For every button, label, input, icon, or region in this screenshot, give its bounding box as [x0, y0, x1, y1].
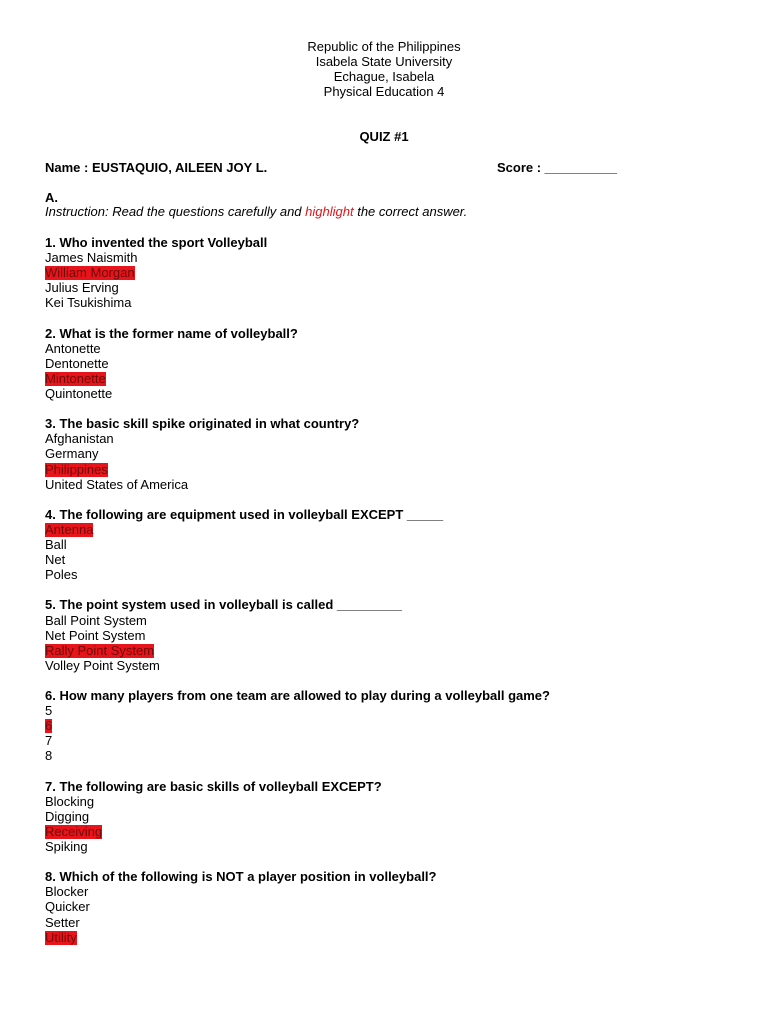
- answer-option: [45, 295, 725, 310]
- answer-option-label: Antonette: [45, 340, 101, 356]
- answer-option-label: United States of America: [45, 476, 189, 492]
- instruction-post: the correct answer.: [353, 204, 468, 219]
- answer-option-label: Receiving: [45, 823, 103, 839]
- answer-option-label: Quintonette: [45, 386, 113, 402]
- answer-option: [45, 839, 725, 854]
- instruction-pre: Instruction: Read the questions carefully and: [45, 204, 306, 219]
- question-text: 6. How many players from one team are allowed to play during a volleyball game?: [45, 687, 550, 703]
- answer-option-label: Net: [45, 552, 66, 568]
- header-country: Republic of the Philippines: [307, 39, 461, 54]
- question-text: 3. The basic skill spike originated in what country?: [45, 416, 360, 432]
- answer-option-label: Volley Point System: [45, 657, 160, 673]
- answer-option: [45, 703, 725, 718]
- answer-option-label: 6: [45, 718, 53, 734]
- answer-option-label: William Morgan: [45, 265, 135, 281]
- highlighted-answer: [45, 522, 725, 537]
- answer-option: [45, 446, 725, 461]
- answer-option-label: Spiking: [45, 839, 88, 855]
- header-course: Physical Education 4: [323, 84, 445, 99]
- answer-option-label: Philippines: [45, 461, 108, 477]
- answer-option-label: Poles: [45, 567, 78, 583]
- answer-option-label: Dentonette: [45, 355, 109, 371]
- answer-option-label: Net Point System: [45, 627, 146, 643]
- answer-option: [45, 250, 725, 265]
- answer-option-label: Setter: [45, 914, 80, 930]
- answer-option-label: 8: [45, 748, 53, 764]
- answer-option: [45, 733, 725, 748]
- highlighted-answer: [45, 371, 725, 386]
- answer-option: [45, 567, 725, 582]
- answer-option: [45, 628, 725, 643]
- question-block: [45, 507, 725, 598]
- answer-option: [45, 386, 725, 401]
- instruction-text: [45, 204, 467, 220]
- header-university: Isabela State University: [315, 54, 453, 69]
- answer-option: [45, 794, 725, 809]
- answer-option: [45, 341, 725, 356]
- answer-option: [45, 915, 725, 930]
- question-block: [45, 597, 725, 688]
- quiz-title: QUIZ #1: [359, 129, 409, 144]
- highlighted-answer: [45, 643, 725, 658]
- answer-option-label: Ball: [45, 537, 67, 553]
- section-letter: A.: [45, 190, 58, 205]
- question-block: [45, 326, 725, 417]
- answer-option-label: James Naismith: [45, 250, 138, 266]
- answer-option-label: 7: [45, 733, 53, 749]
- highlighted-answer: [45, 718, 725, 733]
- answer-option-label: Utility: [45, 929, 77, 945]
- answer-option-label: Ball Point System: [45, 612, 147, 628]
- question-block: [45, 235, 725, 326]
- question-text: 2. What is the former name of volleyball?: [45, 325, 298, 341]
- answer-option: [45, 748, 725, 763]
- highlighted-answer: [45, 462, 725, 477]
- question-block: [45, 688, 725, 779]
- highlighted-answer: [45, 824, 725, 839]
- question-block: [45, 779, 725, 870]
- highlighted-answer: [45, 265, 725, 280]
- question-block: [45, 869, 725, 960]
- question-text: 5. The point system used in volleyball is called _________: [45, 597, 402, 613]
- score-field: Score : __________: [497, 160, 617, 175]
- answer-option-label: Rally Point System: [45, 642, 155, 658]
- answer-option-label: Afghanistan: [45, 431, 114, 447]
- answer-option: [45, 899, 725, 914]
- answer-option-label: 5: [45, 703, 53, 719]
- answer-option-label: Quicker: [45, 899, 90, 915]
- question-text: 1. Who invented the sport Volleyball: [45, 235, 268, 250]
- header-location: Echague, Isabela: [333, 69, 435, 84]
- answer-option-label: Blocking: [45, 793, 95, 809]
- answer-option-label: Digging: [45, 808, 90, 824]
- question-text: 7. The following are basic skills of volleyball EXCEPT?: [45, 778, 382, 794]
- question-block: [45, 416, 725, 507]
- instruction-highlight-word: highlight: [305, 204, 354, 219]
- answer-option: [45, 884, 725, 899]
- answer-option: [45, 356, 725, 371]
- question-text: 8. Which of the following is NOT a player position in volleyball?: [45, 869, 437, 885]
- answer-option: [45, 658, 725, 673]
- document-header: [0, 39, 768, 99]
- highlighted-answer: [45, 930, 725, 945]
- question-text: 4. The following are equipment used in volleyball EXCEPT _____: [45, 506, 444, 522]
- answer-option-label: Blocker: [45, 884, 89, 900]
- answer-option: [45, 537, 725, 552]
- questions-list: [45, 235, 725, 960]
- answer-option-label: Antenna: [45, 521, 94, 537]
- answer-option: [45, 477, 725, 492]
- answer-option-label: Kei Tsukishima: [45, 295, 132, 311]
- answer-option: [45, 552, 725, 567]
- answer-option-label: Mintonette: [45, 370, 106, 386]
- student-name: Name : EUSTAQUIO, AILEEN JOY L.: [45, 160, 268, 175]
- answer-option: [45, 613, 725, 628]
- answer-option-label: Germany: [45, 446, 99, 462]
- answer-option: [45, 280, 725, 295]
- answer-option: [45, 431, 725, 446]
- answer-option-label: Julius Erving: [45, 280, 119, 296]
- answer-option: [45, 809, 725, 824]
